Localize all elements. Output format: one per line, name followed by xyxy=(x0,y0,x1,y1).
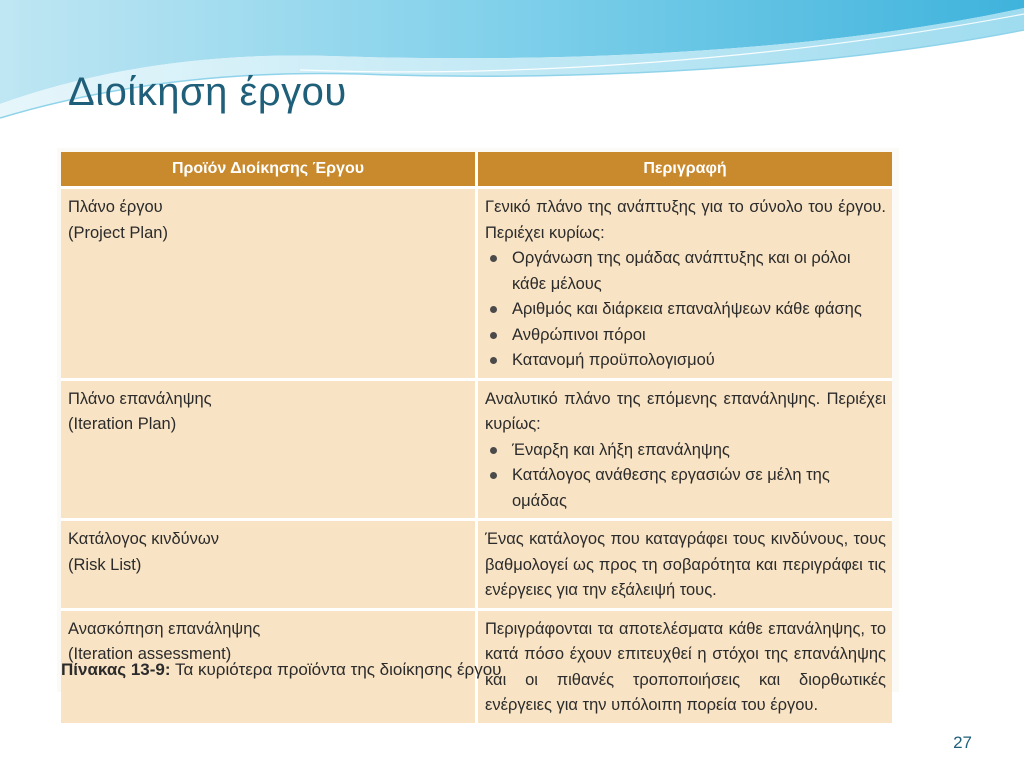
product-cell xyxy=(61,379,477,520)
product-english: (Project Plan) xyxy=(68,223,168,242)
product-cell xyxy=(61,188,477,380)
product-english: (Iteration assessment) xyxy=(68,645,232,663)
header-product: Προϊόν Διοίκησης Έργου xyxy=(61,152,477,188)
product-name: Κατάλογος κινδύνων xyxy=(68,530,220,548)
slide-title: Διοίκηση έργου xyxy=(68,70,347,114)
list-item: Κατάλογος ανάθεσης εργασιών σε μέλη της ομάδας xyxy=(485,463,886,514)
list-item: Ανθρώπινοι πόροι xyxy=(485,323,886,349)
product-name: Πλάνο έργου xyxy=(68,198,163,216)
list-item: Έναρξη και λήξη επανάληψης xyxy=(485,438,886,464)
description-cell xyxy=(477,379,893,520)
description-cell xyxy=(477,188,893,380)
list-item: Κατανομή προϋπολογισμού xyxy=(485,348,886,374)
product-english: (Iteration Plan) xyxy=(68,415,177,433)
table-header-row xyxy=(61,152,892,188)
caption-text: Τα κυριότερα προϊόντα της διοίκησης έργου xyxy=(170,660,502,679)
description-text: Αναλυτικό πλάνο της επόμενης επανάληψης. Περιέχει κυρίως: xyxy=(485,389,886,433)
list-item: Οργάνωση της ομάδας ανάπτυξης και οι ρόλοι κάθε μέλους xyxy=(485,246,886,297)
table-row xyxy=(61,379,892,520)
table-row xyxy=(61,520,892,610)
bullet-list xyxy=(485,438,886,515)
product-name: Ανασκόπηση επανάληψης xyxy=(68,619,261,638)
list-item: Αριθμός και διάρκεια επαναλήψεων κάθε φάσης xyxy=(485,297,886,323)
product-english: (Risk List) xyxy=(68,555,142,574)
header-description: Περιγραφή xyxy=(477,152,893,188)
product-name: Πλάνο επανάληψης xyxy=(68,389,212,408)
description-cell xyxy=(477,609,893,723)
description-text: Ένας κατάλογος που καταγράφει τους κινδύνους, τους βαθμολογεί ως προς τη σοβαρότητα και περιγράφει τις ενέργειες για την εξάλειψή τους. xyxy=(485,530,886,599)
description-text: Περιγράφονται τα αποτελέσματα κάθε επανάληψης, το κατά πόσο έχουν επιτευχθεί η στόχοι της επανάληψης και οι πιθανές τροποποιήσεις και διορθωτικές ενέργειες για την υπόλοιπη πορεία του έργου. xyxy=(485,619,886,714)
products-table xyxy=(61,152,892,723)
description-cell xyxy=(477,520,893,610)
table-caption xyxy=(61,660,501,680)
product-cell xyxy=(61,520,477,610)
table-figure xyxy=(57,148,899,714)
page-number: 27 xyxy=(953,733,972,752)
caption-label: Πίνακας 13-9: xyxy=(61,660,171,679)
description-text: Γενικό πλάνο της ανάπτυξης για το σύνολο του έργου. Περιέχει κυρίως: xyxy=(485,198,886,242)
table-row xyxy=(61,188,892,380)
bullet-list xyxy=(485,246,886,374)
